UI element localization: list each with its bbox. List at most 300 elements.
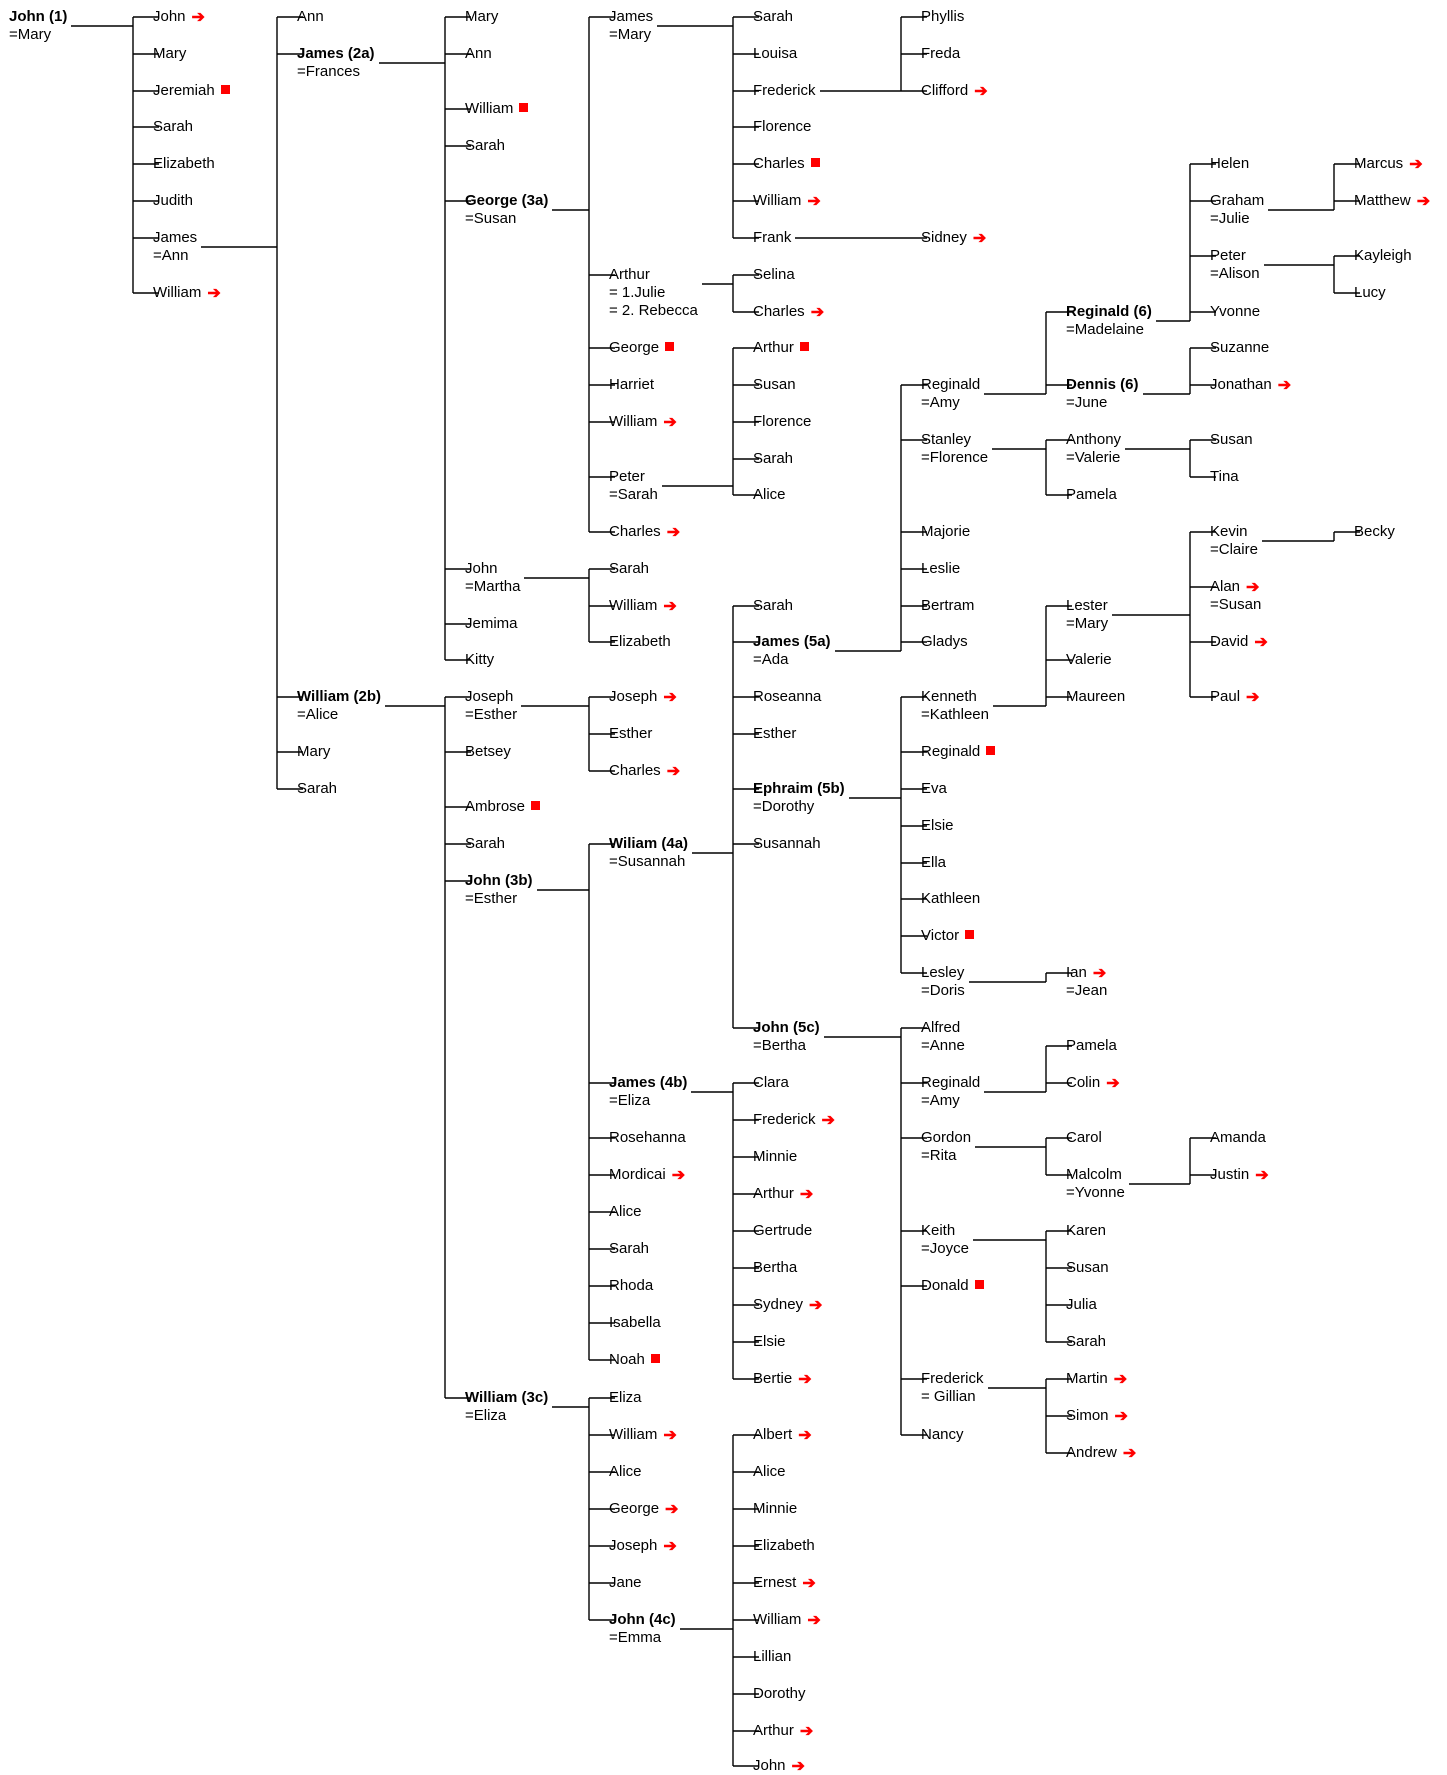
person-g5-bertha xyxy=(753,1259,797,1277)
person-name-text: William (2b) xyxy=(297,688,382,705)
person-name xyxy=(609,560,649,578)
continued-arrow-icon: ➔ xyxy=(1246,579,1260,596)
continued-arrow-icon: ➔ xyxy=(663,1538,677,1555)
person-kevin8 xyxy=(1210,523,1258,559)
person-name xyxy=(921,688,989,706)
person-name-text: Frederick xyxy=(753,82,816,99)
person-name-text: Frank xyxy=(753,229,792,246)
person-spouse: =Frances xyxy=(297,63,360,80)
person-graham8 xyxy=(1210,192,1264,228)
person-name-text: Arthur xyxy=(753,339,794,356)
person-g4-sarah2 xyxy=(609,1240,649,1258)
person-g3-sarah2 xyxy=(465,835,505,853)
person-name-text: Lester xyxy=(1066,597,1108,614)
person-name-text: Phyllis xyxy=(921,8,965,25)
person-name-text: Sidney xyxy=(921,229,967,246)
person-g9-lucy xyxy=(1354,284,1386,302)
person-name-text: William xyxy=(609,597,658,614)
continued-arrow-icon: ➔ xyxy=(802,1575,816,1592)
person-name xyxy=(921,82,988,100)
person-name xyxy=(753,1148,797,1166)
person-stanley6 xyxy=(921,431,988,467)
person-g5-dorothy xyxy=(753,1685,806,1703)
person-g4-eliza xyxy=(609,1389,642,1407)
person-name-text: Mary xyxy=(297,743,331,760)
person-spouse: =Madelaine xyxy=(1066,321,1144,338)
continued-arrow-icon: ➔ xyxy=(1246,689,1260,706)
person-g3-kitty xyxy=(465,651,494,669)
person-spouse: =Dorothy xyxy=(753,798,815,815)
person-name-text: Elsie xyxy=(753,1333,786,1350)
person-name xyxy=(609,1426,677,1444)
person-name-text: James (4b) xyxy=(609,1074,688,1091)
person-g7-carol xyxy=(1066,1129,1102,1147)
person-name-text: Simon xyxy=(1066,1407,1109,1424)
person-spouse: =Mary xyxy=(1066,615,1109,632)
person-g5-susannah xyxy=(753,835,821,853)
person-g6-freda xyxy=(921,45,960,63)
person-g5-john xyxy=(753,1757,805,1775)
person-reginald6b xyxy=(921,1074,980,1110)
continued-arrow-icon: ➔ xyxy=(1114,1408,1128,1425)
person-spouse: =Alice xyxy=(297,706,339,723)
person-g5-william2 xyxy=(753,1611,821,1629)
person-g5-alice xyxy=(753,486,786,504)
person-name xyxy=(297,45,375,63)
person-peter4 xyxy=(609,468,658,504)
person-name xyxy=(1354,284,1386,302)
person-name-text: George xyxy=(609,1500,660,1517)
person-name xyxy=(1354,523,1395,541)
person-name-text: David xyxy=(1210,633,1249,650)
person-name-text: Kenneth xyxy=(921,688,977,705)
person-name xyxy=(1066,1166,1125,1184)
person-name xyxy=(1210,1129,1266,1147)
person-name xyxy=(753,780,845,798)
person-name-text: James xyxy=(609,8,654,25)
person-name xyxy=(753,688,821,706)
person-g8-susan xyxy=(1210,431,1253,449)
person-name xyxy=(465,872,533,890)
person-name xyxy=(609,1574,642,1592)
person-name xyxy=(609,376,654,394)
person-name-text: Kevin xyxy=(1210,523,1248,540)
person-john1 xyxy=(9,8,67,44)
person-spouse: =Amy xyxy=(921,394,960,411)
person-g7-colin xyxy=(1066,1074,1120,1092)
person-name xyxy=(1066,1259,1109,1277)
person-g3-mary xyxy=(465,8,498,26)
person-name-text: John (1) xyxy=(9,8,68,25)
continued-arrow-icon: ➔ xyxy=(666,763,681,780)
person-name-text: Anthony xyxy=(1066,431,1122,448)
person-name xyxy=(921,1074,980,1092)
person-reginald6a xyxy=(921,376,980,412)
person-g4-mordicai xyxy=(609,1166,685,1184)
person-name xyxy=(609,1314,661,1332)
person-name xyxy=(465,651,494,669)
person-spouse: =June xyxy=(1066,394,1108,411)
person-alfred6 xyxy=(921,1019,965,1055)
person-name xyxy=(1066,303,1152,321)
person-name-text: Mordicai xyxy=(609,1166,666,1183)
continued-arrow-icon: ➔ xyxy=(1122,1445,1137,1462)
no-issue-square-icon xyxy=(975,1280,984,1289)
continued-arrow-icon: ➔ xyxy=(1409,156,1423,173)
person-name xyxy=(609,1129,686,1147)
person-name-text: Freda xyxy=(921,45,961,62)
person-name-text: Ian xyxy=(1066,964,1087,981)
person-c-john xyxy=(153,8,205,26)
person-name xyxy=(921,964,965,982)
person-name xyxy=(753,486,786,504)
person-george3a xyxy=(465,192,548,228)
person-name xyxy=(609,835,688,853)
person-name xyxy=(921,1129,971,1147)
person-name xyxy=(921,431,988,449)
person-g5-sydney xyxy=(753,1296,822,1314)
continued-arrow-icon: ➔ xyxy=(191,9,205,26)
person-name-text: Sarah xyxy=(753,597,794,614)
person-g4-george xyxy=(609,339,674,357)
continued-arrow-icon: ➔ xyxy=(791,1758,805,1775)
continued-arrow-icon: ➔ xyxy=(1416,193,1431,210)
person-spouse: =Susan xyxy=(465,210,517,227)
person-g4-rhoda xyxy=(609,1277,653,1295)
person-name-text: Charles xyxy=(609,523,661,540)
person-name-text: Martin xyxy=(1066,1370,1108,1387)
person-name xyxy=(753,1019,820,1037)
person-g8-amanda xyxy=(1210,1129,1266,1147)
person-name-text: William xyxy=(753,192,802,209)
person-g7-karen xyxy=(1066,1222,1106,1240)
person-name-text: Lillian xyxy=(753,1648,792,1665)
person-name-text: Ambrose xyxy=(465,798,526,815)
person-name-text: Malcolm xyxy=(1066,1166,1122,1183)
person-lesley6 xyxy=(921,964,965,1000)
person-name xyxy=(609,1611,676,1629)
person-name xyxy=(753,1463,786,1481)
person-g5-susan xyxy=(753,376,796,394)
person-name-text: John xyxy=(753,1757,786,1774)
person-name-text: Peter xyxy=(1210,247,1246,264)
person-name-text: Joseph xyxy=(609,688,658,705)
person-spouse: =Esther xyxy=(465,890,518,907)
person-g5-arthur2 xyxy=(753,1185,813,1203)
person-name xyxy=(921,523,970,541)
continued-arrow-icon: ➔ xyxy=(799,1186,814,1203)
person-name xyxy=(753,1370,812,1388)
person-name-text: Florence xyxy=(753,118,812,135)
person-james5a xyxy=(753,633,831,669)
person-name xyxy=(1210,339,1269,357)
person-name-text: William xyxy=(609,413,658,430)
person-name xyxy=(1066,1333,1106,1351)
person-name xyxy=(1066,688,1125,706)
person-name-text: John (3b) xyxy=(465,872,533,889)
person-name xyxy=(609,597,677,615)
person-name xyxy=(753,1574,816,1592)
person-name xyxy=(1210,431,1253,449)
person-g5-elizabeth xyxy=(753,1537,815,1555)
continued-arrow-icon: ➔ xyxy=(663,689,677,706)
person-sarah2 xyxy=(297,780,337,798)
person-name xyxy=(609,1240,649,1258)
person-name-text: Nancy xyxy=(921,1426,964,1443)
person-name-text: Minnie xyxy=(753,1148,798,1165)
person-g4-jane xyxy=(609,1574,642,1592)
person-name-text: Ephraim (5b) xyxy=(753,780,845,797)
person-name xyxy=(609,523,680,541)
person-name xyxy=(1354,192,1430,210)
person-name xyxy=(753,1500,797,1518)
person-name-text: Eliza xyxy=(609,1389,642,1406)
person-spouse: =Doris xyxy=(921,982,965,999)
person-name xyxy=(297,780,337,798)
person-spouse: =Yvonne xyxy=(1066,1184,1125,1201)
person-name-text: Jane xyxy=(609,1574,642,1591)
person-name xyxy=(609,8,653,26)
person-name xyxy=(921,560,960,578)
person-name xyxy=(1066,431,1121,449)
person-g5-charles2 xyxy=(753,303,824,321)
person-name xyxy=(753,45,797,63)
person-g4-sarah xyxy=(609,560,649,578)
continued-arrow-icon: ➔ xyxy=(666,524,681,541)
person-g6-majorie xyxy=(921,523,970,541)
person-malcolm7 xyxy=(1066,1166,1125,1202)
person-g4-george2 xyxy=(609,1500,678,1518)
person-name xyxy=(1066,486,1117,504)
person-name-text: Keith xyxy=(921,1222,956,1239)
person-g6-reginald xyxy=(921,743,995,761)
no-issue-square-icon xyxy=(519,103,528,112)
person-name xyxy=(1210,523,1258,541)
person-name xyxy=(753,835,821,853)
person-name xyxy=(1210,688,1259,706)
person-name-text: Alfred xyxy=(921,1019,961,1036)
person-name-text: Kitty xyxy=(465,651,495,668)
person-name xyxy=(465,835,505,853)
person-name xyxy=(753,1074,789,1092)
person-g8-david xyxy=(1210,633,1268,651)
person-g9-marcus xyxy=(1354,155,1423,173)
person-name-text: Sarah xyxy=(609,1240,650,1257)
person-g8-justin xyxy=(1210,1166,1269,1184)
person-name xyxy=(921,597,974,615)
person-name-text: Matthew xyxy=(1354,192,1411,209)
person-spouse: =Mary xyxy=(609,26,652,43)
person-name xyxy=(153,118,193,136)
person-name xyxy=(609,1351,660,1369)
person-arthur4 xyxy=(609,266,698,320)
person-keith6 xyxy=(921,1222,969,1258)
person-c-william xyxy=(153,284,221,302)
continued-arrow-icon: ➔ xyxy=(1255,1167,1269,1184)
person-name-text: Gladys xyxy=(921,633,968,650)
person-name-text: Sydney xyxy=(753,1296,804,1313)
person-c-sarah xyxy=(153,118,193,136)
person-g5-clara xyxy=(753,1074,789,1092)
person-name-text: Joseph xyxy=(465,688,514,705)
person-name-text: Victor xyxy=(921,927,960,944)
person-name-text: Jeremiah xyxy=(153,82,215,99)
person-spouse: =Anne xyxy=(921,1037,965,1054)
person-spouse: =Kathleen xyxy=(921,706,989,723)
person-name-text: Susan xyxy=(1066,1259,1109,1276)
person-g9-matthew xyxy=(1354,192,1430,210)
person-name xyxy=(609,762,680,780)
person-name-text: Lucy xyxy=(1354,284,1386,301)
person-name xyxy=(609,1537,677,1555)
person-name-text: Sarah xyxy=(297,780,338,797)
person-name-text: Rosehanna xyxy=(609,1129,686,1146)
person-g4-joseph xyxy=(609,688,677,706)
continued-arrow-icon: ➔ xyxy=(972,230,987,247)
person-name xyxy=(1066,376,1139,394)
person-name-text: Carol xyxy=(1066,1129,1102,1146)
person-spouse: =Bertha xyxy=(753,1037,806,1054)
person-name-text: Elizabeth xyxy=(153,155,215,172)
person-c-jeremiah xyxy=(153,82,230,100)
person-g6-bertram xyxy=(921,597,974,615)
person-spouse: = Gillian xyxy=(921,1388,976,1405)
person-spouse: =Mary xyxy=(9,26,52,43)
person-name-text: Elsie xyxy=(921,817,954,834)
person-name-text: Selina xyxy=(753,266,795,283)
person-name xyxy=(753,1757,805,1775)
person-name-text: Majorie xyxy=(921,523,971,540)
person-name xyxy=(753,303,824,321)
person-name-text: Alice xyxy=(609,1463,642,1480)
person-name xyxy=(753,1111,835,1129)
person-name xyxy=(921,817,954,835)
person-g5-alice2 xyxy=(753,1463,786,1481)
person-spouse: =Amy xyxy=(921,1092,960,1109)
person-g8-helen xyxy=(1210,155,1249,173)
person-c-judith xyxy=(153,192,193,210)
person-name-text: Bertie xyxy=(753,1370,793,1387)
person-g3-ambrose xyxy=(465,798,540,816)
person-name xyxy=(921,376,980,394)
person-name-text: Esther xyxy=(753,725,797,742)
person-name xyxy=(753,1611,821,1629)
continued-arrow-icon: ➔ xyxy=(807,193,821,210)
person-name-text: Marcus xyxy=(1354,155,1404,172)
person-name-text: Donald xyxy=(921,1277,969,1294)
person-name xyxy=(1210,1166,1269,1184)
person-g5-gertrude xyxy=(753,1222,812,1240)
person-spouse: =Julie xyxy=(1210,210,1250,227)
person-name-text: Alice xyxy=(609,1203,642,1220)
person-g3-william xyxy=(465,100,528,118)
person-name-text: Eva xyxy=(921,780,947,797)
person-spouse: =Susannah xyxy=(609,853,686,870)
continued-arrow-icon: ➔ xyxy=(798,1427,812,1444)
person-name-text: Ann xyxy=(297,8,324,25)
person-name xyxy=(1066,1370,1127,1388)
person-name xyxy=(609,725,652,743)
person-name-text: Arthur xyxy=(753,1185,794,1202)
continued-arrow-icon: ➔ xyxy=(821,1112,835,1129)
person-name xyxy=(609,266,698,284)
person-spouse: = 2. Rebecca xyxy=(609,302,698,319)
person-spouse: = 1.Julie xyxy=(609,284,666,301)
person-name-text: William xyxy=(609,1426,658,1443)
person-name xyxy=(921,780,947,798)
person-name-text: Susannah xyxy=(753,835,821,852)
person-name xyxy=(753,1222,812,1240)
person-name xyxy=(609,688,677,706)
continued-arrow-icon: ➔ xyxy=(809,1297,823,1314)
no-issue-square-icon xyxy=(665,342,674,351)
person-name xyxy=(153,45,186,63)
person-name-text: Arthur xyxy=(753,1722,794,1739)
person-name-text: Sarah xyxy=(465,137,506,154)
person-name-text: Reginald xyxy=(921,743,981,760)
person-spouse: =Joyce xyxy=(921,1240,969,1257)
person-name-text: Judith xyxy=(153,192,194,209)
person-spouse: =Eliza xyxy=(465,1407,507,1424)
person-alan8 xyxy=(1210,578,1261,614)
person-name xyxy=(465,192,548,210)
person-name-text: Pamela xyxy=(1066,486,1117,503)
person-name-text: Esther xyxy=(609,725,653,742)
person-name-text: Colin xyxy=(1066,1074,1101,1091)
person-name-text: Ann xyxy=(465,45,492,62)
person-name xyxy=(609,468,658,486)
person-name xyxy=(609,1166,685,1184)
person-name-text: Justin xyxy=(1210,1166,1250,1183)
continued-arrow-icon: ➔ xyxy=(207,285,221,302)
person-g4-rosehanna xyxy=(609,1129,686,1147)
person-name-text: Charles xyxy=(753,303,805,320)
person-name-text: John (5c) xyxy=(753,1019,820,1036)
continued-arrow-icon: ➔ xyxy=(1092,965,1107,982)
person-name-text: Suzanne xyxy=(1210,339,1270,356)
person-john5c xyxy=(753,1019,820,1055)
person-gordon6 xyxy=(921,1129,971,1165)
person-name-text: Sarah xyxy=(753,450,794,467)
person-name xyxy=(921,743,995,761)
person-g5-esther xyxy=(753,725,796,743)
person-c-mary xyxy=(153,45,186,63)
person-name xyxy=(1066,597,1108,615)
person-name-text: Gertrude xyxy=(753,1222,813,1239)
person-g3-ann xyxy=(465,45,492,63)
no-issue-square-icon xyxy=(986,746,995,755)
person-g6-gladys xyxy=(921,633,968,651)
no-issue-square-icon xyxy=(965,930,974,939)
person-name-text: Harriet xyxy=(609,376,655,393)
person-name xyxy=(753,633,831,651)
person-name xyxy=(753,450,793,468)
person-g6-ella xyxy=(921,854,946,872)
person-wiliam4a xyxy=(609,835,688,871)
person-g7-pamela xyxy=(1066,486,1117,504)
person-name-text: Rhoda xyxy=(609,1277,654,1294)
person-name-text: Tina xyxy=(1210,468,1239,485)
person-name-text: Alan xyxy=(1210,578,1241,595)
person-g9-kayleigh xyxy=(1354,247,1412,265)
person-g5-lillian xyxy=(753,1648,791,1666)
person-name-text: Amanda xyxy=(1210,1129,1266,1146)
person-name xyxy=(753,82,816,100)
continued-arrow-icon: ➔ xyxy=(665,1501,679,1518)
person-name-text: John (4c) xyxy=(609,1611,676,1628)
person-g8-tina xyxy=(1210,468,1239,486)
person-g6-clifford xyxy=(921,82,988,100)
